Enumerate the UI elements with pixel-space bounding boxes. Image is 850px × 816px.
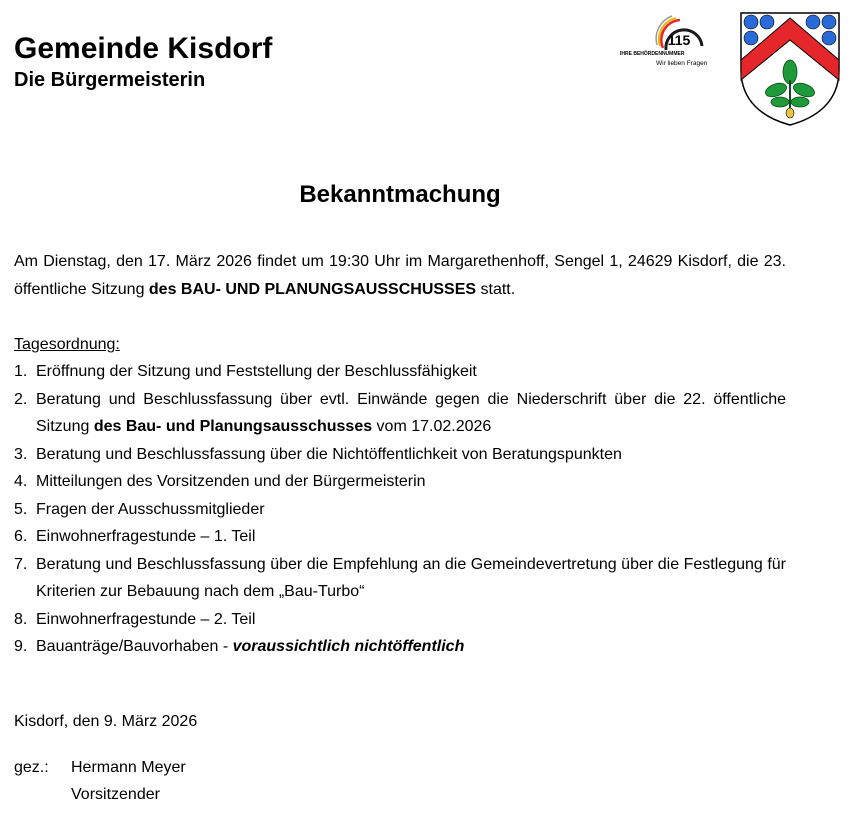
agenda-item: 2. Beratung und Beschlussfassung über evtl. Einwände gegen die Niederschrift über die 22. öffentliche Sitzung des Bau- und Planungsausschusses vom 17.02.2026: [14, 390, 786, 435]
coat-of-arms-icon: [738, 10, 842, 128]
agenda-item: 6. Einwohnerfragestunde – 1. Teil: [14, 528, 256, 545]
municipality-subtitle: Die Bürgermeisterin: [14, 69, 206, 91]
intro-paragraph: Am Dienstag, den 17. März 2026 findet um 19:30 Uhr im Margarethenhoff, Sengel 1, 24629 Kisdorf, die 23. öffentliche Sitzung des BAU- UND PLANUNGSAUSSCHUSSES statt.: [14, 253, 786, 298]
logo-number: 115: [667, 32, 691, 48]
logo-slogan: Wir lieben Fragen: [656, 60, 708, 67]
agenda-item: 5. Fragen der Ausschussmitglieder: [14, 500, 265, 518]
agenda-item: 7. Beratung und Beschlussfassung über die Empfehlung an die Gemeindevertretung über die Festlegung für Kriterien zur Bebauung nach dem „Bau-Turbo“: [14, 555, 786, 600]
municipality-title: Gemeinde Kisdorf: [14, 32, 273, 65]
agenda-item: 8. Einwohnerfragestunde – 2. Teil: [14, 610, 256, 628]
signer-role: Vorsitzender: [71, 786, 160, 803]
place-date: Kisdorf, den 9. März 2026: [14, 713, 198, 730]
agenda-list: [14, 358, 786, 661]
agenda-title: Tagesordnung:: [14, 336, 120, 353]
document-heading: Bekanntmachung: [299, 181, 501, 208]
signature-label: gez.:: [14, 759, 49, 776]
signer-name: Hermann Meyer: [71, 759, 186, 776]
agenda-item: 4. Mitteilungen des Vorsitzenden und der Bürgermeisterin: [14, 473, 426, 490]
behoerdennummer-115-logo: [618, 10, 716, 70]
agenda-item: 1. Eröffnung der Sitzung und Feststellung der Beschlussfähigkeit: [14, 363, 477, 380]
agenda-item: 3. Beratung und Beschlussfassung über die Nichtöffentlichkeit von Beratungspunkten: [14, 445, 622, 463]
logo-caption: IHRE BEHÖRDENNUMMER: [620, 51, 685, 57]
agenda-item: 9. Bauanträge/Bauvorhaben - voraussichtlich nichtöffentlich: [14, 638, 465, 655]
